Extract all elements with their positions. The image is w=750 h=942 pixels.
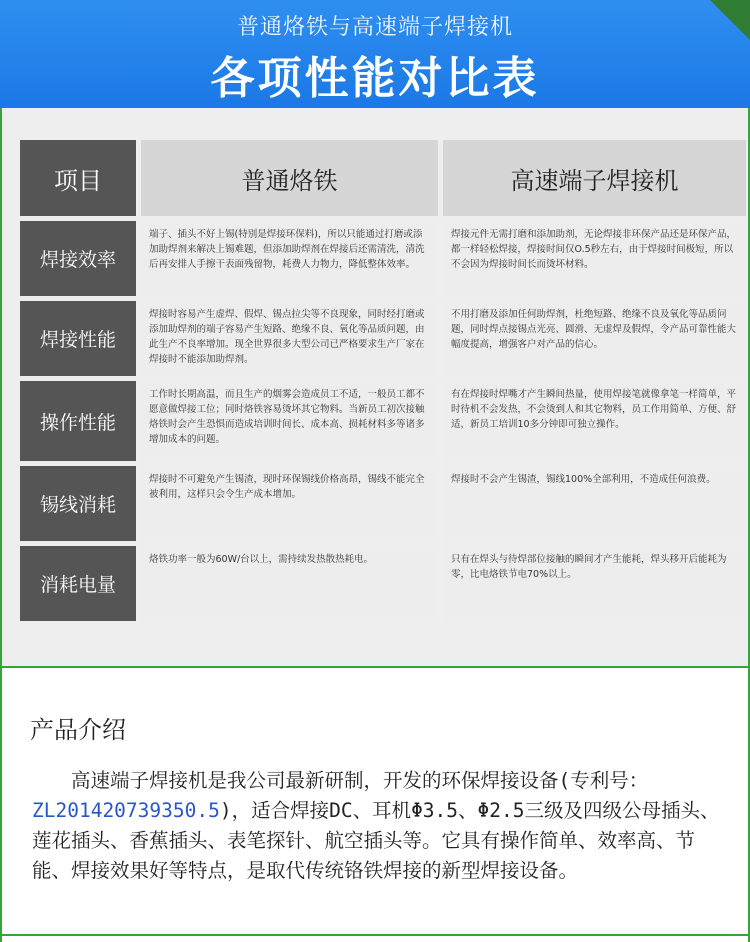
- row-label-efficiency: 焊接效率: [20, 221, 136, 296]
- patent-number: ZL201420739350.5: [32, 799, 220, 822]
- header-banner: [0, 0, 750, 108]
- cell-efficiency-iron: 端子、插头不好上锡(特别是焊接环保料)，所以只能通过打磨或添加助焊剂来解决上锡难题，但添加助焊剂在焊接后还需清洗，清洗后再安排人手擦干表面残留物，耗费人力物力，降低整体效率。: [141, 221, 438, 296]
- cell-operation-iron: 工作时长期高温，而且生产的烟雾会造成员工不适，一般员工都不愿意做焊接工位；同时烙铁容易烫坏其它物料。当新员工初次接触烙铁时会产生恐惧而造成培训时间长、成本高、损耗材料多等诸多增加成本的问题。: [141, 381, 438, 461]
- row-label-solder-consumption: 锡线消耗: [20, 466, 136, 541]
- cell-power-iron: 烙铁功率一般为60W/台以上，需持续发热散热耗电。: [141, 546, 438, 621]
- bottom-divider: [2, 934, 748, 936]
- header-ordinary-iron: 普通烙铁: [141, 140, 438, 216]
- cell-power-welder: 只有在焊头与待焊部位接触的瞬间才产生能耗，焊头移开后能耗为零，比电烙铁节电70%以上。: [443, 546, 746, 621]
- intro-text-before: 高速端子焊接机是我公司最新研制，开发的环保焊接设备(专利号：: [71, 769, 649, 792]
- cell-efficiency-welder: 焊接元件无需打磨和添加助剂，无论焊接非环保产品还是环保产品，都一样轻松焊接，焊接时间仅O.5秒左右，由于焊接时间极短，所以不会因为焊接时间长而烫坏材料。: [443, 221, 746, 296]
- comparison-section: [0, 108, 750, 666]
- cell-operation-welder: 有在焊接时焊嘴才产生瞬间热量，使用焊接笔就像拿笔一样简单，平时待机不会发热，不会烫到人和其它物料，员工作用简单、方便、舒适，新员工培训10多分钟即可独立操作。: [443, 381, 746, 461]
- product-intro-section: [0, 666, 750, 942]
- row-label-performance: 焊接性能: [20, 301, 136, 376]
- cell-solder-welder: 焊接时不会产生锡渣，锡线100%全部利用，不造成任何浪费。: [443, 466, 746, 541]
- row-label-power-consumption: 消耗电量: [20, 546, 136, 621]
- intro-text-after: )，适合焊接DC、耳机Φ3.5、Φ2.5三级及四级公母插头、莲花插头、香蕉插头、表笔探针、航空插头等。它具有操作简单、效率高、节能、焊接效果好等特点，是取代传统铬铁焊接的新型焊接设备。: [32, 799, 720, 882]
- intro-paragraph: [32, 766, 724, 886]
- banner-subtitle: 普通烙铁与高速端子焊接机: [236, 15, 513, 40]
- row-label-operation: 操作性能: [20, 381, 136, 461]
- cell-performance-iron: 焊接时容易产生虚焊、假焊、锡点拉尖等不良现象，同时经打磨或添加助焊剂的端子容易产生短路、绝缘不良、氧化等品质问题，由此生产不良率增加。现全世界很多大型公司已严格要求生产厂家在焊接时不能添加助焊剂。: [141, 301, 438, 376]
- comparison-table: [20, 140, 746, 621]
- intro-heading: 产品介绍: [30, 716, 126, 744]
- header-item: 项目: [20, 140, 136, 216]
- cell-solder-iron: 焊接时不可避免产生锡渣，现时环保锡线价格高昂，锡线不能完全被利用，这样只会令生产成本增加。: [141, 466, 438, 541]
- header-terminal-welder: 高速端子焊接机: [443, 140, 746, 216]
- banner-title: 各项性能对比表: [210, 53, 540, 104]
- cell-performance-welder: 不用打磨及添加任何助焊剂，杜绝短路、绝缘不良及氧化等品质问题，同时焊点接锡点光亮、圆滑、无虚焊及假焊，令产品可靠性能大幅度提高，增强客户对产品的信心。: [443, 301, 746, 376]
